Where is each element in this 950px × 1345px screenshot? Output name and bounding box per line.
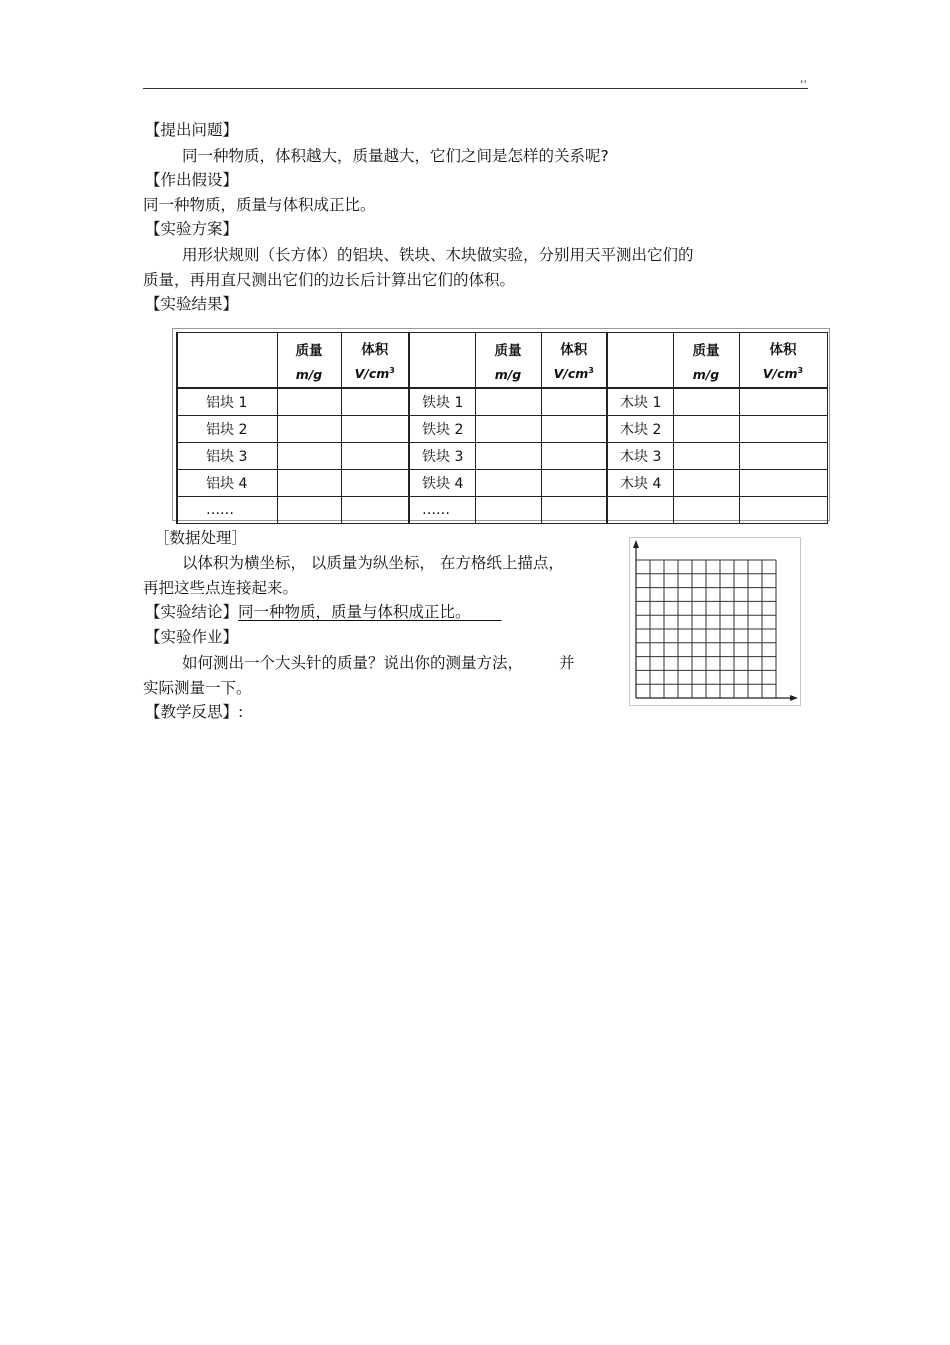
row-label-wood [607,497,673,524]
plan-title: 【实验方案】 [145,220,239,238]
row-label-al: 铝块 1 [177,388,277,416]
row-label-fe: …… [409,497,475,524]
row-label-wood: 木块 4 [607,470,673,497]
question-text: 同一种物质，体积越大，质量越大，它们之间是怎样的关系呢? [182,147,609,165]
conclusion-text: 同一种物质，质量与体积成正比。 [238,603,471,621]
conclusion-title: 【实验结论】 [145,603,239,621]
header-volume-al: 体积 $V/cm^3$ [341,333,409,389]
header-rule [143,88,808,89]
table-row [177,388,827,416]
conclusion-line [145,602,502,622]
question-title: 【提出问题】 [145,121,239,139]
hypothesis-title: 【作出假设】 [145,171,239,189]
graph-paper-svg [630,538,800,705]
header-blank-wood [607,333,673,389]
table-row [177,497,827,524]
row-label-wood: 木块 3 [607,443,673,470]
data-title: ［数据处理］ [154,529,248,547]
results-table [176,332,828,524]
header-mass-wood: 质量 m/g [673,333,739,389]
header-mass-fe: 质量 m/g [475,333,541,389]
row-label-wood: 木块 1 [607,388,673,416]
table-row [177,443,827,470]
row-label-fe: 铁块 4 [409,470,475,497]
hypothesis-text: 同一种物质，质量与体积成正比。 [143,196,376,214]
graph-paper-figure [629,537,801,706]
header-mark: ,, [800,72,807,85]
data-text-1: 以体积为横坐标， 以质量为纵坐标， 在方格纸上描点， [182,554,564,572]
table-row [177,470,827,497]
header-mass-al: 质量 m/g [277,333,341,389]
row-label-al: 铝块 2 [177,416,277,443]
row-label-wood: 木块 2 [607,416,673,443]
table-row [177,416,827,443]
homework-text-1: 如何测出一个大头针的质量？说出你的测量方法， 并 [182,654,575,672]
grid-lines [636,560,776,698]
data-text-2: 再把这些点连接起来。 [143,579,299,597]
homework-text-2: 实际测量一下。 [143,679,252,697]
row-label-fe: 铁块 3 [409,443,475,470]
result-title: 【实验结果】 [145,295,239,313]
y-axis-arrow-icon [633,540,639,548]
row-label-fe: 铁块 1 [409,388,475,416]
homework-title: 【实验作业】 [145,628,239,646]
header-blank-fe [409,333,475,389]
row-label-al: 铝块 4 [177,470,277,497]
reflection-title: 【教学反思】: [145,703,244,721]
table-header-row [177,333,827,389]
row-label-fe: 铁块 2 [409,416,475,443]
header-volume-wood: 体积 $V/cm^3$ [739,333,827,389]
plan-text-2: 质量，再用直尺测出它们的边长后计算出它们的体积。 [143,271,516,289]
header-volume-fe: 体积 $V/cm^3$ [541,333,607,389]
plan-text-1: 用形状规则（长方体）的铝块、铁块、木块做实验，分别用天平测出它们的 [182,246,694,264]
row-label-al: …… [177,497,277,524]
header-blank-al [177,333,277,389]
x-axis-arrow-icon [790,695,798,701]
row-label-al: 铝块 3 [177,443,277,470]
